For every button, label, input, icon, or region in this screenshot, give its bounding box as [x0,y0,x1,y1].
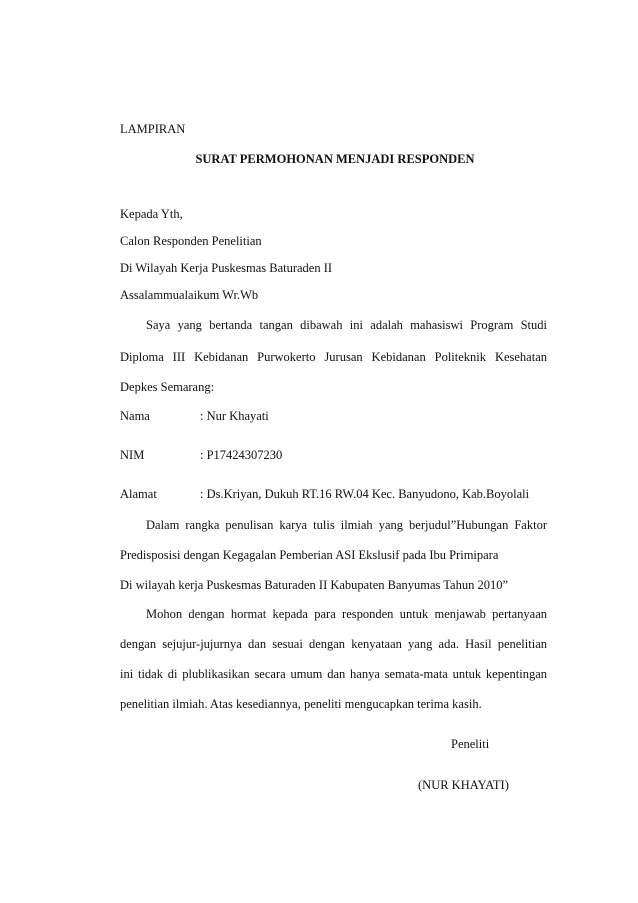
nim-label: NIM [120,448,145,462]
nim-value: : P17424307230 [200,448,283,462]
nama-label: Nama [120,409,150,423]
purpose-line-2: Predisposisi dengan Kegagalan Pemberian ASI Ekslusif pada Ibu Primipara [120,548,499,562]
nama-value: : Nur Khayati [200,409,269,423]
addressee-line-1: Kepada Yth, [120,207,183,221]
letter-title: SURAT PERMOHONAN MENJADI RESPONDEN [195,152,475,166]
intro-line-1: Saya yang bertanda tangan dibawah ini adalah mahasiswi Program Studi [146,318,547,332]
signature-name: (NUR KHAYATI) [418,778,509,792]
request-line-4: penelitian ilmiah. Atas kesediannya, peneliti mengucapkan terima kasih. [120,697,482,711]
signature-role: Peneliti [451,737,490,751]
purpose-line-3: Di wilayah kerja Puskesmas Baturaden II Kabupaten Banyumas Tahun 2010” [120,578,509,592]
addressee-line-3: Di Wilayah Kerja Puskesmas Baturaden II [120,261,333,275]
alamat-value: : Ds.Kriyan, Dukuh RT.16 RW.04 Kec. Banyudono, Kab.Boyolali [200,487,530,501]
intro-line-2: Diploma III Kebidanan Purwokerto Jurusan Kebidanan Politeknik Kesehatan [120,350,547,364]
request-line-1: Mohon dengan hormat kepada para responden untuk menjawab pertanyaan [146,607,547,621]
greeting: Assalammualaikum Wr.Wb [120,288,259,302]
heading-lampiran: LAMPIRAN [120,122,186,136]
purpose-line-1: Dalam rangka penulisan karya tulis ilmiah yang berjudul”Hubungan Faktor [146,518,547,532]
request-line-3: ini tidak di plublikasikan secara umum dan hanya semata-mata untuk kepentingan [120,667,547,681]
request-line-2: dengan sejujur-jujurnya dan sesuai dengan kenyataan yang ada. Hasil penelitian [120,637,547,651]
intro-line-3: Depkes Semarang: [120,380,215,394]
addressee-line-2: Calon Responden Penelitian [120,234,262,248]
alamat-label: Alamat [120,487,157,501]
